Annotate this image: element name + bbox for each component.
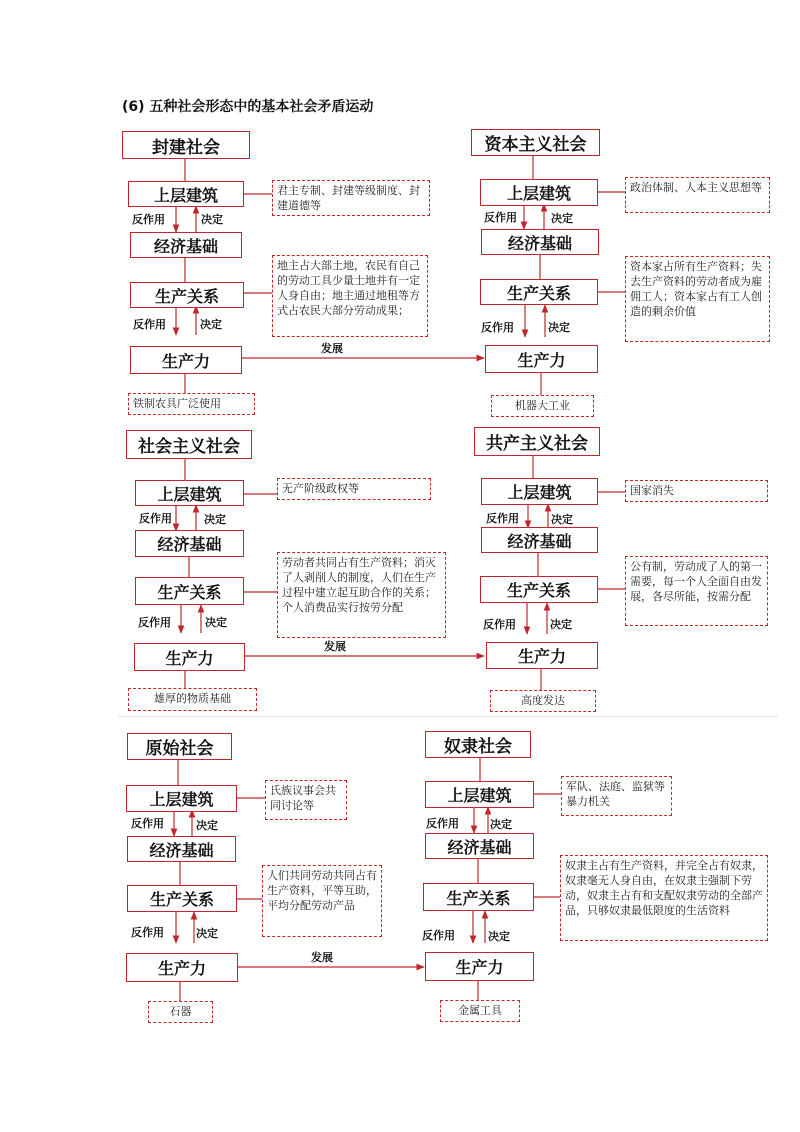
reaction-label-communist-2: 反作用 [483,618,516,631]
productive-forces-box-primitive: 生产力 [126,953,238,982]
develop-label-2: 发展 [324,640,346,653]
determine-label-socialist-2: 决定 [205,616,227,629]
forces-note-feudal: 铁制农具广泛使用 [128,393,255,415]
reaction-label-slave-2: 反作用 [422,929,455,942]
reaction-label-feudal: 反作用 [132,213,165,226]
relations-note-capitalist: 资本家占所有生产资料；失去生产资料的劳动者成为雇佣工人；资本家占有工人创造的剩余价值 [625,256,770,342]
economic-base-box-communist: 经济基础 [481,527,598,553]
superstructure-note-slave: 军队、法庭、监狱等暴力机关 [561,776,672,816]
superstructure-note-communist: 国家消失 [625,480,768,502]
production-relations-box-capitalist: 生产关系 [480,279,598,305]
economic-base-box-slave: 经济基础 [425,833,534,859]
society-title-slave: 奴隶社会 [425,731,531,758]
productive-forces-box-feudal: 生产力 [130,346,242,374]
reaction-label-capitalist: 反作用 [484,211,517,224]
section-divider [118,716,778,717]
forces-note-communist: 高度发达 [490,690,596,712]
society-title-capitalist: 资本主义社会 [471,129,600,156]
superstructure-note-primitive: 氏族议事会共同讨论等 [265,780,347,820]
forces-note-slave: 金属工具 [440,1000,520,1022]
determine-label-communist: 决定 [551,513,573,526]
superstructure-note-capitalist: 政治体制、人本主义思想等 [625,177,770,213]
develop-label-3: 发展 [311,951,333,964]
economic-base-box-primitive: 经济基础 [127,836,236,862]
relations-note-socialist: 劳动者共同占有生产资料；消灭了人剥削人的制度，人们在生产过程中建立起互助合作的关系；个人消费品实行按劳分配 [277,552,446,638]
production-relations-box-slave: 生产关系 [423,883,534,911]
reaction-label-primitive: 反作用 [131,817,164,830]
production-relations-box-communist: 生产关系 [480,576,598,603]
economic-base-box-socialist: 经济基础 [135,530,244,557]
superstructure-box-feudal: 上层建筑 [128,181,244,207]
economic-base-box-feudal: 经济基础 [130,232,242,258]
determine-label-capitalist-2: 决定 [548,321,570,334]
forces-note-capitalist: 机器大工业 [491,395,594,417]
production-relations-box-socialist: 生产关系 [135,577,244,605]
society-title-feudal: 封建社会 [122,131,250,159]
relations-note-feudal: 地主占大部土地，农民有自己的劳动工具少量土地并有一定人身自由；地主通过地租等方式占农民大部分劳动成果； [272,255,428,337]
determine-label-slave-2: 决定 [488,930,510,943]
forces-note-primitive: 石器 [148,1001,213,1023]
superstructure-box-capitalist: 上层建筑 [480,179,598,206]
reaction-label-slave: 反作用 [426,817,459,830]
superstructure-note-socialist: 无产阶级政权等 [277,478,431,500]
economic-base-box-capitalist: 经济基础 [481,229,599,255]
reaction-label-primitive-2: 反作用 [131,926,164,939]
determine-label-slave: 决定 [490,818,512,831]
production-relations-box-feudal: 生产关系 [130,282,244,308]
forces-note-socialist: 雄厚的物质基础 [128,688,257,711]
determine-label-communist-2: 决定 [550,618,572,631]
determine-label-primitive: 决定 [196,819,218,832]
determine-label-capitalist: 决定 [551,212,573,225]
determine-label-feudal: 决定 [201,213,223,226]
productive-forces-box-communist: 生产力 [486,642,598,669]
society-title-primitive: 原始社会 [127,733,232,760]
relations-note-primitive: 人们共同劳动共同占有生产资料，平等互助，平均分配劳动产品 [262,865,382,937]
superstructure-box-primitive: 上层建筑 [126,785,237,812]
superstructure-note-feudal: 君主专制、封建等级制度、封建道德等 [272,180,430,216]
reaction-label-socialist-2: 反作用 [138,616,171,629]
determine-label-primitive-2: 决定 [196,927,218,940]
relations-note-slave: 奴隶主占有生产资料，并完全占有奴隶，奴隶毫无人身自由，在奴隶主强制下劳动，奴隶主占有和支配奴隶劳动的全部产品，只够奴隶最低限度的生活资料 [560,855,768,941]
reaction-label-feudal-2: 反作用 [133,318,166,331]
reaction-label-communist: 反作用 [486,512,519,525]
reaction-label-capitalist-2: 反作用 [481,321,514,334]
society-title-socialist: 社会主义社会 [126,430,252,459]
production-relations-box-primitive: 生产关系 [127,885,237,912]
productive-forces-box-socialist: 生产力 [134,643,245,671]
superstructure-box-slave: 上层建筑 [425,781,534,808]
page-title: (6) 五种社会形态中的基本社会矛盾运动 [122,99,374,115]
superstructure-box-socialist: 上层建筑 [135,480,244,506]
relations-note-communist: 公有制，劳动成了人的第一需要，每一个人全面自由发展，各尽所能，按需分配 [625,556,768,626]
develop-label-1: 发展 [321,342,343,355]
productive-forces-box-capitalist: 生产力 [485,345,598,373]
society-title-communist: 共产主义社会 [474,427,600,456]
determine-label-socialist: 决定 [204,513,226,526]
productive-forces-box-slave: 生产力 [425,952,534,981]
reaction-label-socialist: 反作用 [139,512,172,525]
determine-label-feudal-2: 决定 [200,318,222,331]
superstructure-box-communist: 上层建筑 [481,478,598,505]
